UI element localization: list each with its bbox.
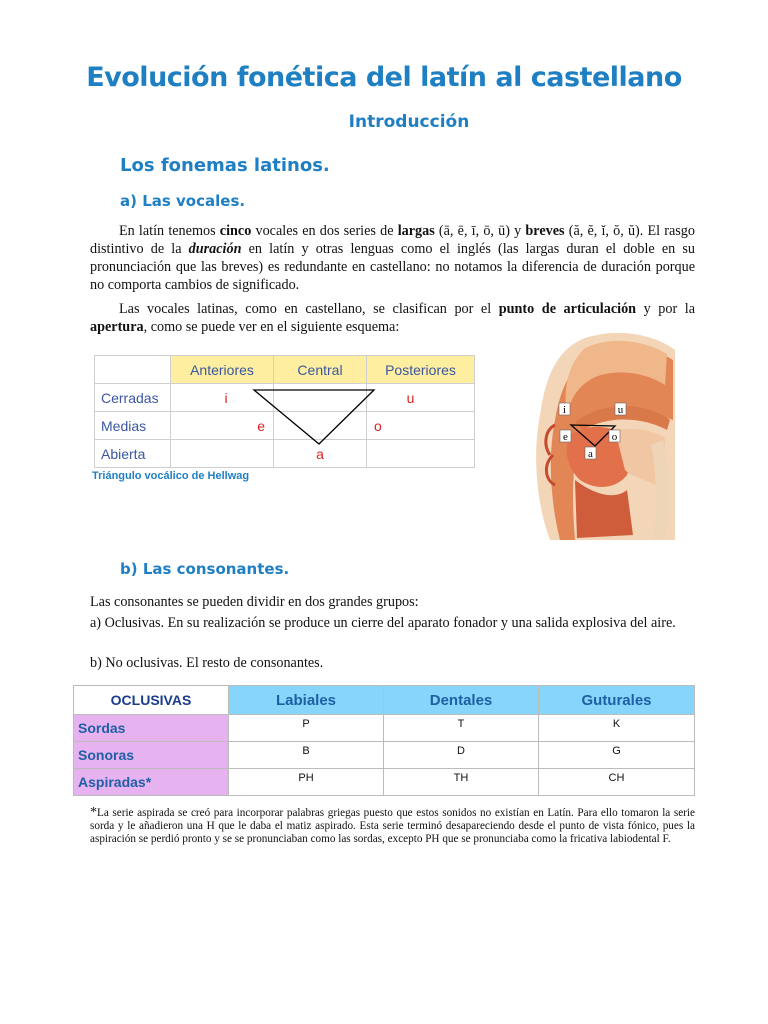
vowels-paragraph-2: Las vocales latinas, como en castellano, se clasifican por el punto de articulación y por la apertura, como se puede ver en el siguiente esquema: <box>90 301 695 335</box>
consonant-cell: TH <box>384 769 539 796</box>
consonant-cell: K <box>539 715 695 742</box>
consonants-heading: b) Las consonantes. <box>120 560 290 578</box>
consonant-row-label: Sordas <box>74 715 229 742</box>
vowel-row-label: Abierta <box>95 440 171 468</box>
vowel-row-label: Cerradas <box>95 384 171 412</box>
vowels-paragraph-1: En latín tenemos cinco vocales en dos series de largas (ā, ē, ī, ō, ū) y breves (ă, ĕ, ĭ, ŏ, ŭ). El rasgo distintivo de la duración en latín y otras lenguas como el inglés (las largas duran el doble en su pronunciación que las breves) es redundante en castellano: no notamos la diferencia de duración porque no comporta cambios de significado. <box>90 223 695 293</box>
vowel-cell: u <box>367 384 475 412</box>
page-title: Evolución fonética del latín al castellano <box>86 62 682 93</box>
consonant-cell: B <box>229 742 384 769</box>
vowel-cell: e <box>171 412 274 440</box>
consonants-intro: Las consonantes se pueden dividir en dos grandes grupos: <box>90 594 419 610</box>
footnote-mark: * <box>90 805 97 820</box>
consonants-item-b: b) No oclusivas. El resto de consonantes. <box>90 655 324 671</box>
consonant-cell: G <box>539 742 695 769</box>
vowel-cell: i <box>171 384 274 412</box>
vocal-tract-illustration <box>515 330 675 540</box>
footnote-text: La serie aspirada se creó para incorporar palabras griegas puesto que estos sonidos no existían en Latín. Para ello tomaron la serie sorda y le añadieron una H que le daba el matiz aspirado. Esta serie terminó desapareciendo desde el punto de vista fónico, pues la aspiración se perdió pronto y se se pronunciaban como las sordas, excepto PH que se pronunciaba como la fricativa labiodental F. <box>90 807 695 845</box>
consonant-cell: CH <box>539 769 695 796</box>
page-subtitle: Introducción <box>348 112 470 132</box>
diagram-label-i: i <box>562 404 567 416</box>
consonant-cell: P <box>229 715 384 742</box>
consonant-header-dentales: Dentales <box>384 686 539 715</box>
vowel-row-label: Medias <box>95 412 171 440</box>
consonant-table-corner: OCLUSIVAS <box>74 686 229 715</box>
diagram-label-e: e <box>563 431 568 443</box>
vowel-cell: a <box>274 440 367 468</box>
consonant-header-labiales: Labiales <box>229 686 384 715</box>
consonant-table <box>73 685 695 796</box>
vowel-triangle-caption: Triángulo vocálico de Hellwag <box>92 470 250 482</box>
diagram-label-u: u <box>617 404 624 416</box>
vowel-header-anteriores: Anteriores <box>171 356 274 384</box>
vowel-header-posteriores: Posteriores <box>367 356 475 384</box>
aspirated-footnote <box>90 806 695 846</box>
consonant-header-guturales: Guturales <box>539 686 695 715</box>
consonant-row-label: Sonoras <box>74 742 229 769</box>
vowels-heading: a) Las vocales. <box>120 192 246 210</box>
diagram-label-a: a <box>588 448 593 460</box>
diagram-label-o: o <box>611 431 618 443</box>
consonant-cell: T <box>384 715 539 742</box>
vowel-triangle <box>94 355 476 470</box>
vowel-cell: o <box>367 412 475 440</box>
consonant-cell: PH <box>229 769 384 796</box>
consonant-cell: D <box>384 742 539 769</box>
consonants-item-a: a) Oclusivas. En su realización se produce un cierre del aparato fonador y una salida explosiva del aire. <box>90 615 676 631</box>
vowel-header-central: Central <box>274 356 367 384</box>
section-title: Los fonemas latinos. <box>120 155 330 176</box>
consonant-row-label: Aspiradas* <box>74 769 229 796</box>
